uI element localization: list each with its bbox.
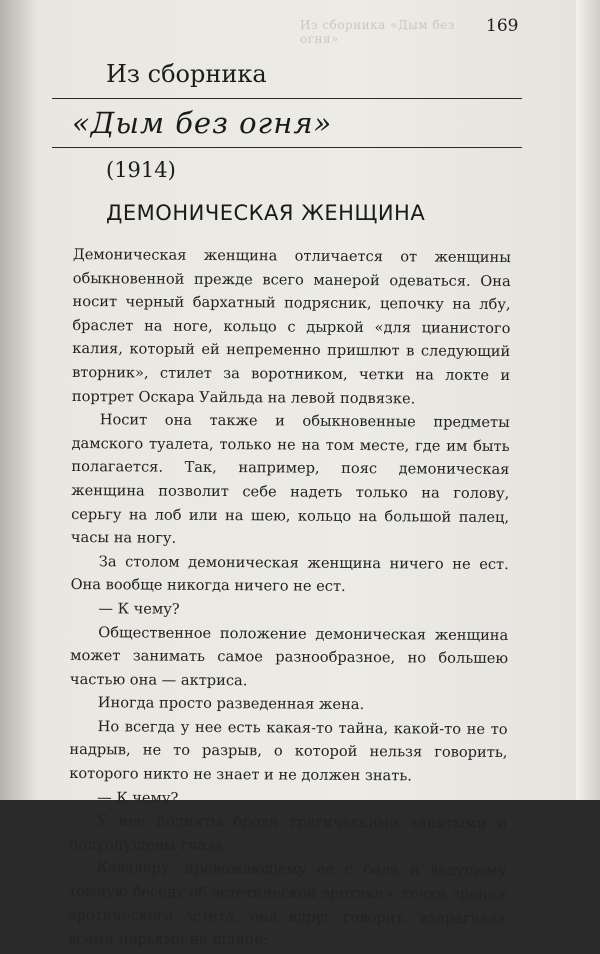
heading-rule-bottom	[52, 147, 522, 148]
page-edge	[576, 0, 600, 800]
paragraph: Иногда просто разведенная жена.	[97, 694, 365, 714]
paragraph: Кавалеру, провожающему ее с бала и ведущему томную беседу об эстетической эротике с точки зрения эротического эстета, она вдруг говорит, вздрагивая всеми перьями на шляпе:	[68, 859, 507, 949]
paragraph: — К чему?	[98, 600, 180, 618]
collection-title: «Дым без огня»	[72, 106, 333, 140]
paragraph: Носит она также и обыкновенные предметы дамского туалета, только не на том месте, где им быть полагается. Так, например, пояс демоническая женщина позволит себе надеть только на голову, серьгу на лоб или на шею, кольцо на большой палец, часы на ногу.	[70, 411, 510, 547]
paragraph: За столом демоническая женщина ничего не ест. Она вообще никогда ничего не ест.	[70, 552, 509, 596]
paragraph: У нее подняты брови трагическими запятыми и полуопущены глаза.	[68, 812, 508, 854]
paragraph: Общественное положение демоническая женщина может занимать самое разнообразное, но большею частью она — актриса.	[69, 623, 509, 689]
gutter-shadow	[0, 0, 40, 800]
paragraph: Демоническая женщина отличается от женщины обыкновенной прежде всего манерой одеваться. Она носит черный бархатный подрясник, цепочку на лбу, браслет на ноге, кольцо с дыркой «для цианистого калия, который ей непременно пришлют в следующий вторник», стилет за воротником, четки на локте и портрет Оскара Уайльда на левой подвязке.	[71, 245, 511, 407]
heading-rule-top	[52, 98, 522, 99]
running-head: Из сборника «Дым без огня»	[300, 18, 455, 46]
paragraph: — К чему?	[97, 788, 179, 807]
publication-year: (1914)	[106, 158, 176, 182]
section-label: Из сборника	[106, 60, 267, 88]
story-title: ДЕМОНИЧЕСКАЯ ЖЕНЩИНА	[106, 201, 426, 225]
paragraph: Но всегда у нее есть какая-то тайна, какой-то не то надрыв, не то разрыв, о которой нельзя говорить, которого никто не знает и не должен знать.	[69, 718, 508, 785]
story-body	[68, 243, 511, 954]
page-number: 169	[486, 16, 519, 36]
